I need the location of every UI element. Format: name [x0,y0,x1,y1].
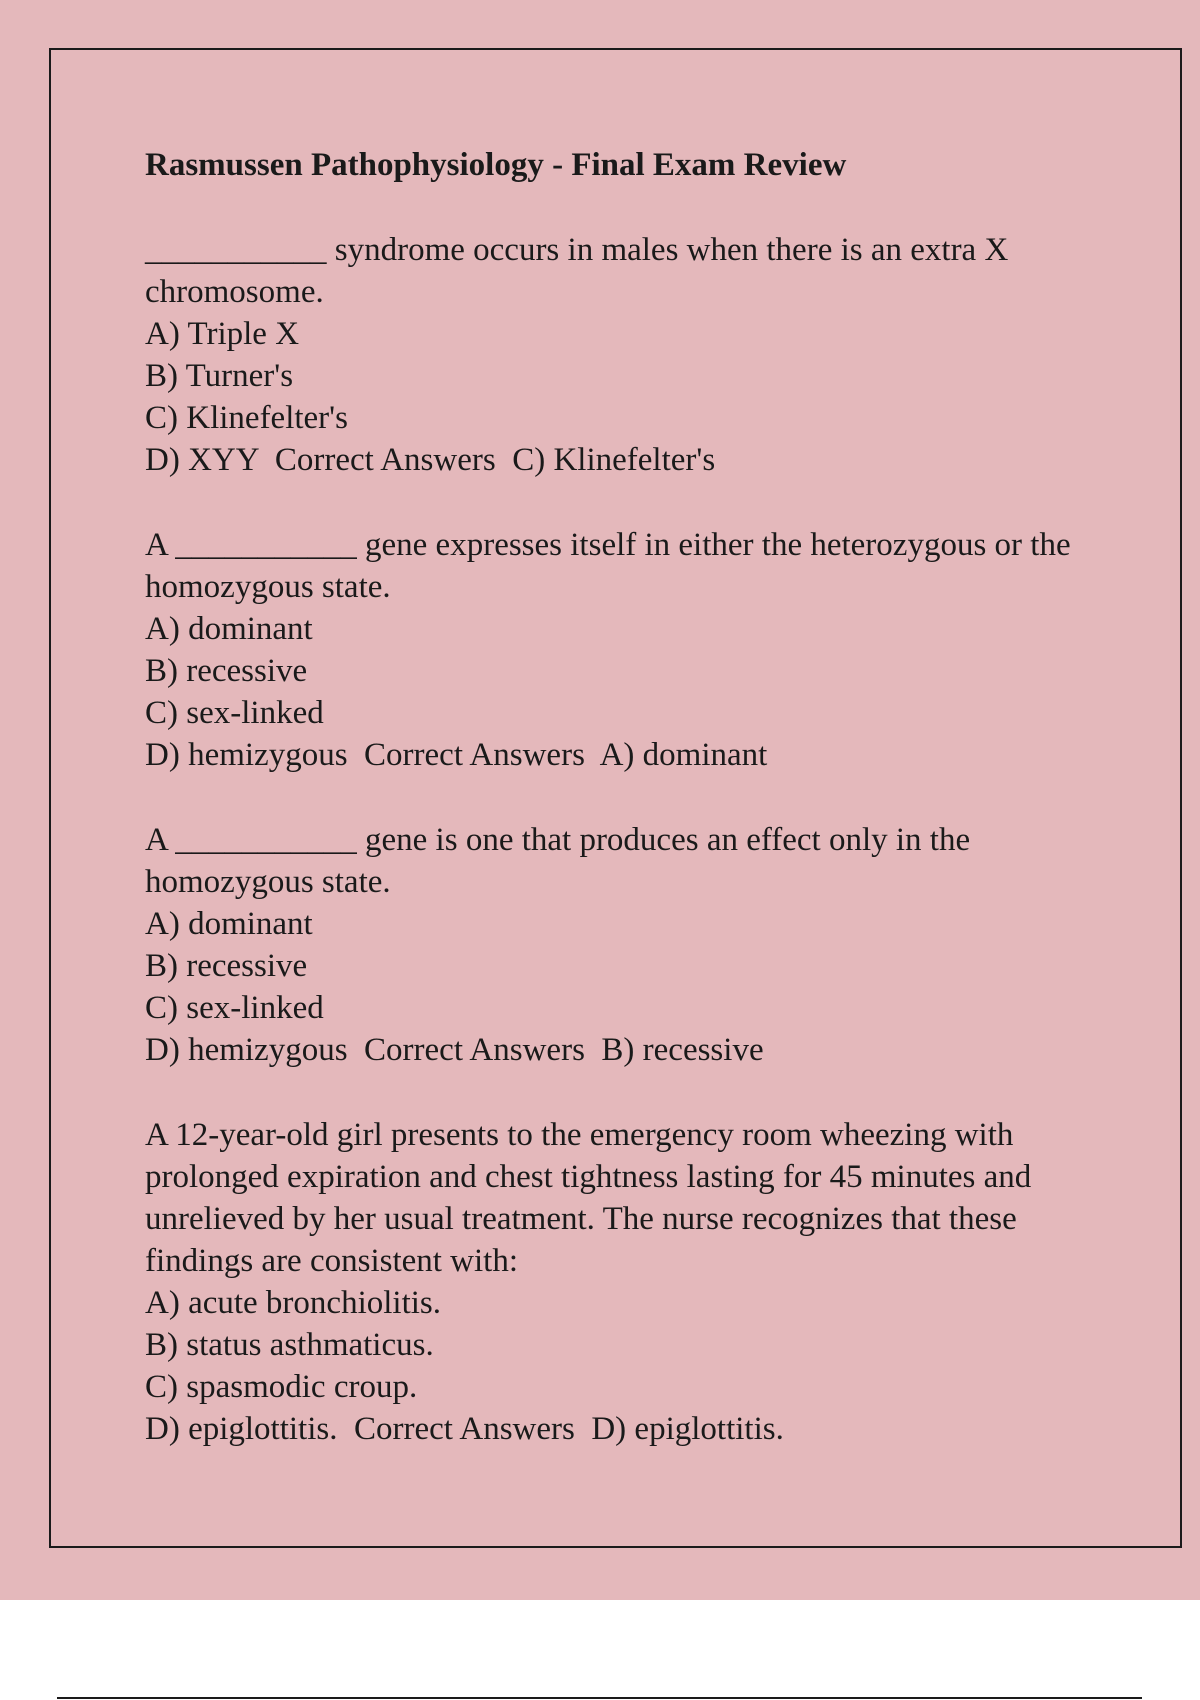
question-2 [145,524,1085,776]
question-stem: A 12-year-old girl presents to the emergency room wheezing with prolonged expiration and chest tightness lasting for 45 minutes and unrelieved by her usual treatment. The nurse recognizes that these findings are consistent with: [145,1117,1040,1279]
option-d-with-answer: D) hemizygous Correct Answers B) recessive [145,1032,764,1068]
question-stem: ___________ syndrome occurs in males when there is an extra X chromosome. [145,232,1017,310]
option-a: A) acute bronchiolitis. [145,1285,442,1321]
document-content [145,140,1085,1493]
option-c: C) spasmodic croup. [145,1369,418,1405]
question-4 [145,1114,1085,1450]
option-d-with-answer: D) hemizygous Correct Answers A) dominant [145,737,768,773]
option-c: C) sex-linked [145,990,324,1026]
option-a: A) dominant [145,611,313,647]
document-title: Rasmussen Pathophysiology - Final Exam Review [145,147,847,183]
option-b: B) Turner's [145,358,294,394]
option-a: A) Triple X [145,316,300,352]
option-a: A) dominant [145,906,313,942]
option-b: B) recessive [145,948,308,984]
option-b: B) recessive [145,653,308,689]
bottom-divider [57,1697,1142,1699]
option-b: B) status asthmaticus. [145,1327,434,1363]
option-c: C) Klinefelter's [145,400,348,436]
question-3 [145,819,1085,1071]
question-stem: A ___________ gene expresses itself in either the heterozygous or the homozygous state. [145,527,1079,605]
option-c: C) sex-linked [145,695,324,731]
question-1 [145,229,1085,481]
option-d-with-answer: D) epiglottitis. Correct Answers D) epiglottitis. [145,1411,784,1447]
question-stem: A ___________ gene is one that produces an effect only in the homozygous state. [145,822,979,900]
option-d-with-answer: D) XYY Correct Answers C) Klinefelter's [145,442,716,478]
